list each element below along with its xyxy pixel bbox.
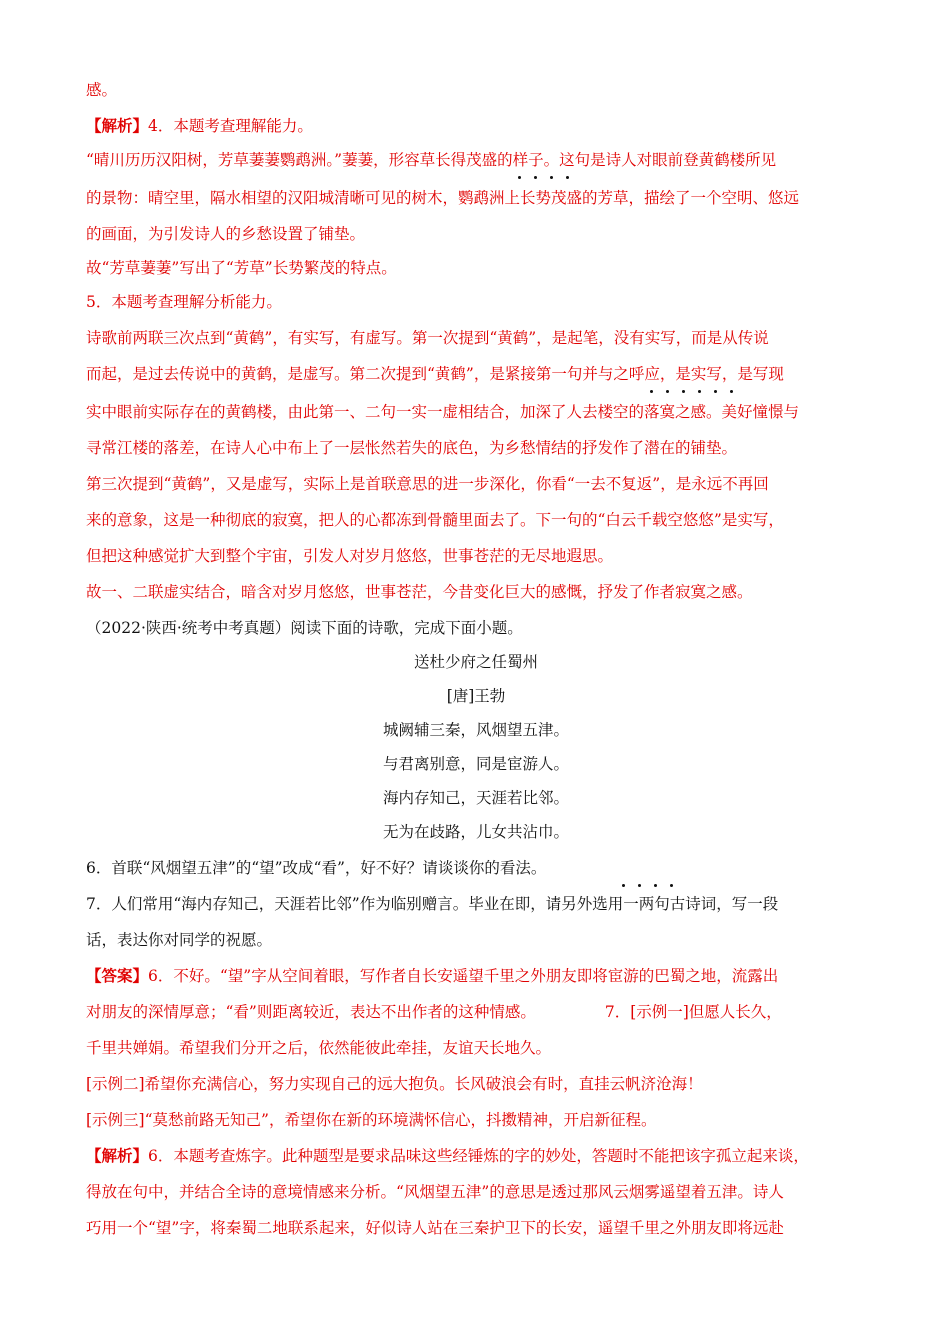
poem-line: 无为在歧路，儿女共沾巾。 [382,823,569,841]
text-span: 4．本题考查理解能力。 [148,117,313,135]
question-intro: （2022·陕西·统考中考真题）阅读下面的诗歌，完成下面小题。 [86,619,523,637]
emphasis-dot [666,390,669,393]
poem-line: 与君离别意，同是宦游人。 [382,755,569,773]
emphasis-dot [518,176,521,179]
emphasis-dot [534,176,537,179]
text-line: [示例三]“莫愁前路无知己”，希望你在新的环境满怀信心，抖擞精神，开启新征程。 [86,1111,657,1129]
text-line: 的景物：晴空里，隔水相望的汉阳城清晰可见的树木，鹦鹉洲上长势茂盛的芳草，描绘了一个空明、悠远 [86,189,800,207]
emphasis-dot [730,390,733,393]
text-line: 得放在句中，并结合全诗的意境情感来分析。“风烟望五津”的意思是透过那风云烟雾遥望着五津。诗人 [86,1183,784,1201]
text-line: 感。 [86,81,118,99]
text-line: 对朋友的深情厚意；“看”则距离较近，表达不出作者的这种情感。 7．[示例一]但愿人长久， [86,1003,782,1021]
emphasis-dot [622,884,625,887]
text-line: 故一、二联虚实结合，暗含对岁月悠悠，世事苍茫，今昔变化巨大的感慨，抒发了作者寂寞之感。 [86,583,753,601]
emphasis-dot [714,390,717,393]
answer-label: 【答案】 [86,966,149,985]
text-line: 但把这种感觉扩大到整个宇宙，引发人对岁月悠悠，世事苍茫的无尽地遐思。 [86,547,614,565]
text-line: 故“芳草萋萋”写出了“芳草”长势繁茂的特点。 [86,259,397,277]
question-7: 7．人们常用“海内存知己，天涯若比邻”作为临别赠言。毕业在即，请另外选用一两句古诗词，写一段 [86,895,779,913]
poem-line: 城阙辅三秦，风烟望五津。 [382,721,569,739]
emphasis-dot [550,176,553,179]
question-6: 6．首联“风烟望五津”的“望”改成“看”，好不好？请谈谈你的看法。 [86,859,547,877]
emphasis-dot [650,390,653,393]
emphasis-dot [682,390,685,393]
text-line [86,1146,809,1166]
text-line: 诗歌前两联三次点到“黄鹤”，有实写，有虚写。第一次提到“黄鹤”，是起笔，没有实写，而是从传说 [86,329,769,347]
text-line: 而起，是过去传说中的黄鹤，是虚写。第二次提到“黄鹤”，是紧接第一句并与之呼应，是实写，是写现 [86,365,784,383]
emphasis-dot [566,176,569,179]
text-line: 5．本题考查理解分析能力。 [86,293,282,311]
text-line: “晴川历历汉阳树，芳草萋萋鹦鹉洲。”萋萋，形容草长得茂盛的样子。这句是诗人对眼前登黄鹤楼所见 [86,151,777,169]
poem-author: [唐]王勃 [446,687,506,705]
poem-line: 海内存知己，天涯若比邻。 [382,789,569,807]
text-line [86,116,313,136]
text-line: 第三次提到“黄鹤”，又是虚写，实际上是首联意思的进一步深化，你看“一去不复返”，是永远不再回 [86,475,769,493]
poem-title: 送杜少府之任蜀州 [413,653,538,671]
emphasis-dot [638,884,641,887]
text-line: 的画面，为引发诗人的乡愁设置了铺垫。 [86,225,366,243]
emphasis-dot [654,884,657,887]
text-line: 巧用一个“望”字，将秦蜀二地联系起来，好似诗人站在三秦护卫下的长安，遥望千里之外朋友即将远赴 [86,1219,784,1237]
analysis-label: 【解析】 [86,1146,149,1165]
emphasis-dot [670,884,673,887]
text-line: 实中眼前实际存在的黄鹤楼，由此第一、二句一实一虚相结合，加深了人去楼空的落寞之感。美好憧憬与 [86,403,800,421]
emphasis-dot [698,390,701,393]
text-line: 寻常江楼的落差，在诗人心中布上了一层怅然若失的底色，为乡愁情结的抒发作了潜在的铺垫。 [86,439,738,457]
text-line: 千里共婵娟。希望我们分开之后，依然能彼此牵挂，友谊天长地久。 [86,1039,552,1057]
text-line: [示例二]希望你充满信心，努力实现自己的远大抱负。长风破浪会有时，直挂云帆济沧海！ [86,1075,703,1093]
analysis-label: 【解析】 [86,116,149,135]
text-line: 来的意象，这是一种彻底的寂寞，把人的心都冻到骨髓里面去了。下一句的“白云千载空悠悠”是实写， [86,511,784,529]
text-span: 6．本题考查炼字。此种题型是要求品味这些经锤炼的字的妙处，答题时不能把该字孤立起来谈， [148,1147,809,1165]
text-line [86,966,778,986]
question-7-cont: 话，表达你对同学的祝愿。 [86,931,273,949]
text-span: 6．不好。“望”字从空间着眼，写作者自长安遥望千里之外朋友即将宦游的巴蜀之地，流露出 [148,967,779,985]
